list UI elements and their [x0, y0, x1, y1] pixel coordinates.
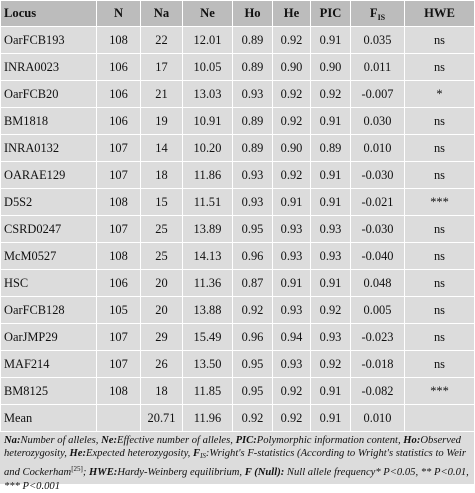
cell-n: 106 — [97, 54, 141, 81]
cell-na: 14 — [141, 135, 183, 162]
header-fis-subscript: IS — [377, 12, 386, 22]
cell-hwe: ns — [405, 27, 475, 54]
header-row — [1, 1, 475, 27]
cell-locus: BM1818 — [1, 108, 97, 135]
cell-fis: -0.040 — [351, 243, 405, 270]
cell-n: 107 — [97, 162, 141, 189]
cell-hwe: * — [405, 81, 475, 108]
table-row — [1, 378, 475, 405]
table-row — [1, 297, 475, 324]
table-row — [1, 270, 475, 297]
header-ne: Ne — [183, 1, 233, 27]
cell-locus: BM8125 — [1, 378, 97, 405]
cell-hwe: *** — [405, 378, 475, 405]
cell-locus: INRA0132 — [1, 135, 97, 162]
cell-he: 0.92 — [273, 162, 311, 189]
cell-na: 20 — [141, 270, 183, 297]
cell-he: 0.90 — [273, 135, 311, 162]
cell-he: 0.90 — [273, 54, 311, 81]
cell-locus: HSC — [1, 270, 97, 297]
table-body — [1, 27, 475, 432]
cell-ne: 13.50 — [183, 351, 233, 378]
cell-ho: 0.95 — [233, 351, 273, 378]
table-row — [1, 216, 475, 243]
cell-ho: 0.96 — [233, 324, 273, 351]
cell-ho: 0.87 — [233, 270, 273, 297]
cell-fis: -0.023 — [351, 324, 405, 351]
cell-hwe: ns — [405, 324, 475, 351]
cell-na: 20 — [141, 297, 183, 324]
fn-fis-abbr: F — [192, 448, 201, 460]
cell-he: 0.91 — [273, 270, 311, 297]
cell-fis: -0.007 — [351, 81, 405, 108]
table-row — [1, 27, 475, 54]
header-he: He — [273, 1, 311, 27]
cell-ne: 10.05 — [183, 54, 233, 81]
cell-ho: 0.89 — [233, 135, 273, 162]
cell-hwe: ns — [405, 54, 475, 81]
fn-hwe-text: Hardy-Weinberg equilibrium, — [117, 467, 245, 479]
cell-fis: 0.010 — [351, 405, 405, 432]
cell-n: 108 — [97, 378, 141, 405]
cell-he: 0.91 — [273, 189, 311, 216]
fn-pic-text: Polymorphic information content, — [256, 435, 401, 446]
cell-he: 0.93 — [273, 351, 311, 378]
cell-he: 0.92 — [273, 27, 311, 54]
cell-pic: 0.89 — [311, 135, 351, 162]
cell-pic: 0.93 — [311, 324, 351, 351]
fn-ne-text: Effective number of alleles, — [117, 435, 236, 446]
cell-locus: CSRD0247 — [1, 216, 97, 243]
header-ho: Ho — [233, 1, 273, 27]
cell-na: 29 — [141, 324, 183, 351]
header-fis — [351, 1, 405, 27]
cell-n: 108 — [97, 27, 141, 54]
cell-locus: Mean — [1, 405, 97, 432]
cell-na: 20.71 — [141, 405, 183, 432]
header-na: Na — [141, 1, 183, 27]
cell-pic: 0.93 — [311, 243, 351, 270]
cell-pic: 0.93 — [311, 216, 351, 243]
table-row — [1, 351, 475, 378]
cell-ho: 0.93 — [233, 162, 273, 189]
cell-ho: 0.89 — [233, 27, 273, 54]
cell-n — [97, 405, 141, 432]
cell-na: 26 — [141, 351, 183, 378]
cell-hwe: *** — [405, 189, 475, 216]
header-pic: PIC — [311, 1, 351, 27]
cell-hwe: ns — [405, 297, 475, 324]
cell-ne: 10.91 — [183, 108, 233, 135]
cell-n: 106 — [97, 270, 141, 297]
cell-he: 0.92 — [273, 81, 311, 108]
cell-ne: 10.20 — [183, 135, 233, 162]
cell-n: 106 — [97, 81, 141, 108]
cell-hwe: ns — [405, 351, 475, 378]
cell-hwe: ns — [405, 108, 475, 135]
cell-ne: 11.85 — [183, 378, 233, 405]
cell-n: 107 — [97, 216, 141, 243]
cell-ho: 0.96 — [233, 243, 273, 270]
fn-fis-sub: IS — [200, 452, 206, 461]
cell-n: 107 — [97, 351, 141, 378]
cell-pic: 0.91 — [311, 405, 351, 432]
cell-ho: 0.93 — [233, 189, 273, 216]
cell-hwe: ns — [405, 135, 475, 162]
header-fis-main: F — [369, 5, 378, 20]
cell-locus: OARAE129 — [1, 162, 97, 189]
cell-na: 19 — [141, 108, 183, 135]
cell-n: 108 — [97, 189, 141, 216]
fn-fnull-abbr: F (Null): — [244, 467, 285, 479]
cell-fis: 0.030 — [351, 108, 405, 135]
cell-locus: OarFCB128 — [1, 297, 97, 324]
cell-ne: 13.88 — [183, 297, 233, 324]
table-row — [1, 81, 475, 108]
cell-ne: 11.86 — [183, 162, 233, 189]
table-row — [1, 108, 475, 135]
cell-fis: 0.005 — [351, 297, 405, 324]
cell-fis: 0.011 — [351, 54, 405, 81]
fn-fnull-text: Null allele frequency* P<0.05, ** P<0.01, *** P<0.001 — [4, 467, 469, 492]
cell-ne: 15.49 — [183, 324, 233, 351]
cell-ne: 11.96 — [183, 405, 233, 432]
cell-he: 0.93 — [273, 216, 311, 243]
table-row — [1, 54, 475, 81]
cell-n: 107 — [97, 324, 141, 351]
cell-fis: -0.082 — [351, 378, 405, 405]
cell-n: 108 — [97, 243, 141, 270]
cell-n: 106 — [97, 108, 141, 135]
cell-pic: 0.91 — [311, 378, 351, 405]
cell-na: 17 — [141, 54, 183, 81]
fn-hwe-abbr: HWE: — [89, 467, 118, 479]
cell-n: 107 — [97, 135, 141, 162]
cell-ne: 12.01 — [183, 27, 233, 54]
fn-ho-abbr: Ho: — [403, 435, 421, 446]
header-locus: Locus — [1, 1, 97, 27]
cell-he: 0.93 — [273, 297, 311, 324]
cell-he: 0.92 — [273, 405, 311, 432]
cell-ho: 0.89 — [233, 54, 273, 81]
fn-pic-abbr: PIC: — [235, 435, 257, 446]
cell-pic: 0.91 — [311, 27, 351, 54]
fn-na-abbr: Na: — [4, 435, 21, 446]
table-footnote: Na:Number of alleles, Ne:Effective number of alleles, PIC:Polymorphic information content, Ho:Observed heterozygosity, He:Expected heterozygosity, $F_{IS}:Wright's$ F-statistics (According to Wright's statistics to Weir and Cockerham[25]; HWE:Hardy-Weinberg equilibrium, F (Null): Null allele frequency* P<0.05, ** P<0.01, *** P<0.001 — [0, 432, 474, 484]
cell-na: 21 — [141, 81, 183, 108]
cell-locus: D5S2 — [1, 189, 97, 216]
cell-na: 18 — [141, 162, 183, 189]
cell-na: 15 — [141, 189, 183, 216]
cell-pic: 0.92 — [311, 297, 351, 324]
cell-hwe: ns — [405, 270, 475, 297]
mean-row — [1, 405, 475, 432]
cell-hwe: ns — [405, 216, 475, 243]
cell-locus: McM0527 — [1, 243, 97, 270]
header-n: N — [97, 1, 141, 27]
cell-na: 25 — [141, 243, 183, 270]
cell-he: 0.94 — [273, 324, 311, 351]
cell-pic: 0.91 — [311, 162, 351, 189]
cell-ne: 13.89 — [183, 216, 233, 243]
cell-locus: MAF214 — [1, 351, 97, 378]
cell-fis: 0.010 — [351, 135, 405, 162]
header-hwe: HWE — [405, 1, 475, 27]
cell-pic: 0.92 — [311, 81, 351, 108]
cell-pic: 0.91 — [311, 270, 351, 297]
cell-hwe — [405, 405, 475, 432]
fn-ho-text: Observed heterozygosity, — [4, 435, 461, 460]
cell-fis: -0.030 — [351, 216, 405, 243]
cell-fis: 0.035 — [351, 27, 405, 54]
cell-ho: 0.92 — [233, 297, 273, 324]
cell-hwe: ns — [405, 162, 475, 189]
cell-pic: 0.92 — [311, 351, 351, 378]
cell-n: 105 — [97, 297, 141, 324]
cell-na: 25 — [141, 216, 183, 243]
cell-ho: 0.95 — [233, 378, 273, 405]
table-row — [1, 135, 475, 162]
fn-ne-abbr: Ne: — [101, 435, 117, 446]
fn-he-abbr: He: — [69, 448, 86, 460]
cell-fis: 0.048 — [351, 270, 405, 297]
cell-ne: 11.36 — [183, 270, 233, 297]
cell-he: 0.93 — [273, 243, 311, 270]
cell-locus: OarFCB20 — [1, 81, 97, 108]
cell-na: 22 — [141, 27, 183, 54]
cell-ne: 11.51 — [183, 189, 233, 216]
fn-fis-text: :Wright's F-statistics (According to Wright's statistics to Weir and Cockerham — [4, 448, 466, 479]
cell-fis: -0.021 — [351, 189, 405, 216]
cell-pic: 0.90 — [311, 54, 351, 81]
cell-ne: 13.03 — [183, 81, 233, 108]
cell-locus: OarFCB193 — [1, 27, 97, 54]
cell-pic: 0.91 — [311, 108, 351, 135]
fn-na-text: Number of alleles, — [20, 435, 102, 446]
table-row — [1, 324, 475, 351]
cell-he: 0.92 — [273, 108, 311, 135]
cell-ho: 0.89 — [233, 108, 273, 135]
table-row — [1, 189, 475, 216]
cell-hwe: ns — [405, 243, 475, 270]
cell-ne: 14.13 — [183, 243, 233, 270]
cell-locus: INRA0023 — [1, 54, 97, 81]
fn-ref: [25] — [71, 465, 83, 474]
cell-locus: OarJMP29 — [1, 324, 97, 351]
cell-ho: 0.93 — [233, 81, 273, 108]
cell-ho: 0.95 — [233, 216, 273, 243]
table-row — [1, 162, 475, 189]
table-row — [1, 243, 475, 270]
cell-pic: 0.91 — [311, 189, 351, 216]
fn-he-text: Expected heterozygosity, — [86, 448, 193, 460]
cell-fis: -0.030 — [351, 162, 405, 189]
cell-he: 0.92 — [273, 378, 311, 405]
cell-na: 18 — [141, 378, 183, 405]
cell-ho: 0.92 — [233, 405, 273, 432]
cell-fis: -0.018 — [351, 351, 405, 378]
